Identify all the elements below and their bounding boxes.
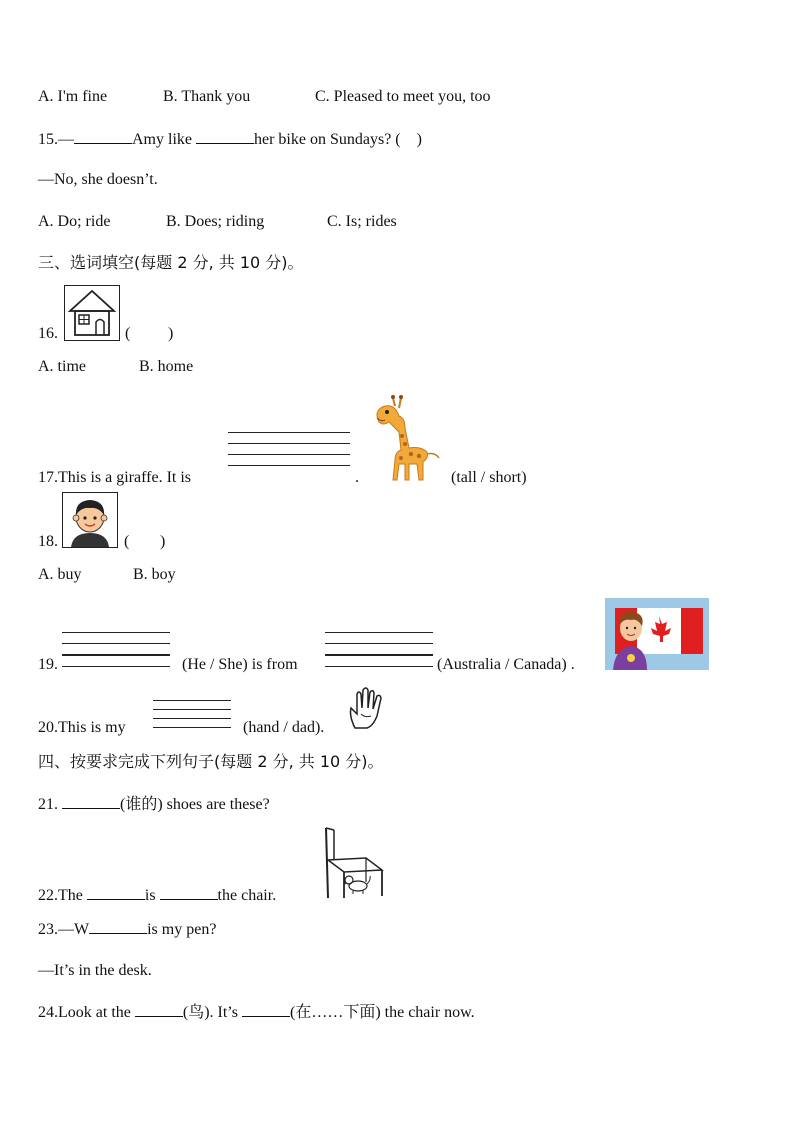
q16-option-b: B. home (139, 358, 194, 375)
period: . (355, 469, 359, 486)
question-number: 18. (38, 533, 58, 550)
q14-option-a: A. I'm fine (38, 88, 108, 105)
q15-option-c: C. Is; rides (327, 213, 397, 230)
q22-text-2: is (144, 887, 156, 904)
q15-text-2: her bike on Sundays? ( (254, 131, 401, 148)
q20-text: 20.This is my (38, 719, 126, 736)
paren-close: ) (168, 325, 174, 342)
q19-choice: (Australia / Canada) . (437, 656, 575, 673)
question-number: 16. (38, 325, 58, 342)
question-number: 15. (38, 131, 58, 148)
question-number: 19. (38, 656, 58, 673)
blank[interactable] (87, 885, 145, 900)
chair-dog-icon (320, 826, 384, 900)
canada-flag-boy-icon (605, 598, 709, 670)
q23-answer: —It’s in the desk. (38, 962, 152, 979)
section-3-heading: 三、选词填空(每题 2 分, 共 10 分)。 (38, 253, 304, 272)
q18-option-b: B. boy (133, 566, 176, 583)
q16-option-a: A. time (38, 358, 86, 375)
q23-text-2: is my pen? (147, 921, 217, 938)
q15-text: Amy like (132, 131, 192, 148)
q17-choice: (tall / short) (451, 469, 527, 486)
paren-open: ( (125, 325, 131, 342)
section-4-heading: 四、按要求完成下列句子(每题 2 分, 共 10 分)。 (38, 752, 384, 771)
q18-option-a: A. buy (38, 566, 82, 583)
paren-open: ( (124, 533, 130, 550)
q19-text: (He / She) is from (182, 656, 298, 673)
blank[interactable] (89, 919, 147, 934)
writing-lines[interactable] (153, 700, 231, 738)
giraffe-icon (365, 388, 445, 484)
house-icon (64, 285, 120, 341)
q24-text-2: (鸟). It’s (182, 1004, 238, 1021)
hand-icon (345, 684, 387, 730)
blank[interactable] (135, 1002, 183, 1017)
writing-lines[interactable] (62, 632, 170, 677)
blank[interactable] (74, 129, 132, 144)
paren-close: ) (160, 533, 166, 550)
boy-icon (62, 492, 118, 548)
q23-text: 23.—W (38, 921, 90, 938)
question-24 (38, 1002, 475, 1023)
blank[interactable] (62, 794, 120, 809)
writing-lines[interactable] (325, 632, 433, 677)
q14-option-c: C. Pleased to meet you, too (315, 88, 491, 105)
q22-text: 22.The (38, 887, 83, 904)
blank[interactable] (196, 129, 254, 144)
question-number: 21. (38, 796, 58, 813)
q20-choice: (hand / dad). (243, 719, 325, 736)
q15-option-b: B. Does; riding (166, 213, 265, 230)
paren-close: ) (416, 131, 422, 148)
q24-text-3: (在……下面) the chair now. (289, 1004, 475, 1021)
q14-option-b: B. Thank you (163, 88, 251, 105)
q15-answer: —No, she doesn’t. (38, 171, 158, 188)
writing-lines[interactable] (228, 432, 350, 476)
blank[interactable] (242, 1002, 290, 1017)
question-23 (38, 919, 216, 940)
q17-text: 17.This is a giraffe. It is (38, 469, 192, 486)
q22-text-3: the chair. (217, 887, 277, 904)
dash: — (58, 131, 74, 148)
q15-option-a: A. Do; ride (38, 213, 111, 230)
q21-text: (谁的) shoes are these? (120, 796, 270, 813)
q24-text: 24.Look at the (38, 1004, 131, 1021)
blank[interactable] (160, 885, 218, 900)
question-22 (38, 885, 276, 906)
question-15 (38, 129, 422, 150)
question-21 (38, 794, 270, 815)
